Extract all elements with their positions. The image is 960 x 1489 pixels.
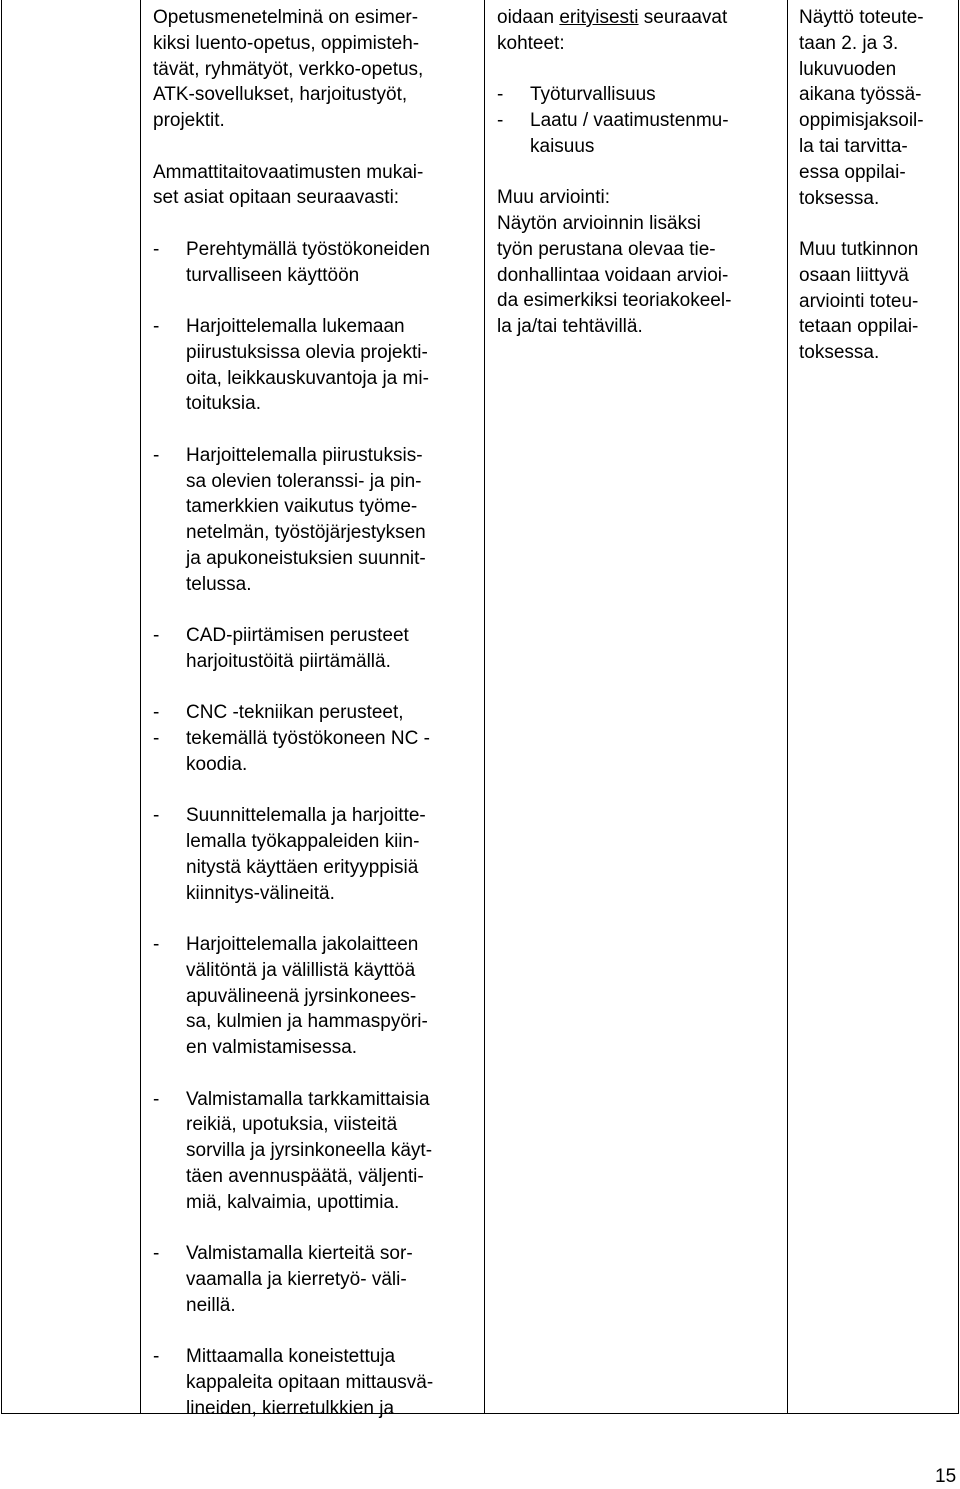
list-item [153,314,478,417]
methods-paragraph-line: Opetusmenetelminä on esimer- [153,7,419,28]
bullet-dash: - [497,84,504,106]
methods-paragraph-line: kiksi luento-opetus, oppimisteh- [153,32,420,54]
intro-text: oidaan [497,7,560,28]
list-item-line: Harjoittelemalla lukemaan [186,315,405,337]
bullet-dash: - [153,805,160,827]
demonstration-line: essa oppilai- [799,161,906,183]
list-item [153,237,478,289]
other-assessment-line: Näytön arvioinnin lisäksi [497,212,701,234]
methods-lead-line: set asiat opitaan seuraavasti: [153,187,400,209]
list-item-line: sorvilla ja jyrsinkoneella käyt- [186,1140,433,1162]
list-item-line: ja apukoneistuksien suunnit- [186,547,426,569]
bullet-dash: - [153,315,160,337]
list-item-line: lineiden, kierretulkkien ja [186,1397,395,1419]
other-assessment-heading: Muu arviointi: [497,187,610,209]
list-item [153,1087,478,1216]
list-item-line: piirustuksissa olevia projekti- [186,341,428,363]
column-divider [787,0,788,1414]
underlined-word: erityisesti [559,7,639,28]
list-item-line: telussa. [186,573,252,595]
other-assessment-line: arviointi toteu- [799,290,919,312]
other-assessment-line: la ja/tai tehtävillä. [497,316,643,338]
demonstration-line: Näyttö toteute- [799,7,924,28]
list-item-line: Mittaamalla koneistettuja [186,1346,396,1368]
bullet-dash: - [153,1088,160,1110]
intro-text: seuraavat [638,7,728,28]
bullet-dash: - [153,934,160,956]
methods-lead-line: Ammattitaitovaatimusten mukai- [153,161,424,183]
other-assessment-line: toksessa. [799,342,880,364]
list-item-line: turvalliseen käyttöön [186,264,360,286]
list-item-line: täen avennuspäätä, väljenti- [186,1166,424,1188]
list-item-line: koodia. [186,753,248,775]
list-item-line: harjoitustöitä piirtämällä. [186,650,391,672]
list-item-line: reikiä, upotuksia, viisteitä [186,1114,398,1136]
column-divider [484,0,485,1414]
bullet-dash: - [153,444,160,466]
list-item-line: kappaleita opitaan mittausvä- [186,1372,434,1393]
list-item-line: Harjoittelemalla piirustuksis- [186,444,423,466]
page-number: 15 [935,1466,957,1487]
list-item-line: miä, kalvaimia, upottimia. [186,1191,400,1213]
other-assessment-line: Muu tutkinnon [799,238,919,260]
list-item-line: CAD-piirtämisen perusteet [186,625,409,647]
list-item [153,700,478,726]
list-item-line: Suunnittelemalla ja harjoitte- [186,805,426,827]
list-item-line: sa olevien toleranssi- ja pin- [186,470,422,492]
other-assessment-line: osaan liittyvä [799,264,909,286]
bullet-dash: - [153,728,160,750]
list-item-line: Perehtymällä työstökoneiden [186,238,430,260]
list-item-line: lemalla työkappaleiden kiin- [186,831,420,853]
list-item-line: en valmistamisessa. [186,1037,358,1059]
list-item-line: vaamalla ja kierretyö- väli- [186,1269,407,1291]
list-item-line: sa, kulmien ja hammaspyöri- [186,1011,428,1033]
demonstration-cell [799,5,954,366]
list-item [153,443,478,598]
demonstration-line: toksessa. [799,187,880,209]
methods-paragraph-line: tävät, ryhmätyöt, verkko-opetus, [153,58,424,80]
bullet-dash: - [153,702,160,724]
demonstration-line: aikana työssä- [799,84,922,106]
methods-paragraph-line: ATK-sovellukset, harjoitustyöt, [153,84,408,106]
list-item-line: Harjoittelemalla jakolaitteen [186,934,419,956]
list-item [153,1241,478,1318]
assessment-intro [497,5,782,31]
methods-paragraph-line: projektit. [153,110,225,132]
list-item-line: toituksia. [186,393,261,415]
intro-text: kohteet: [497,32,565,54]
other-assessment-text [497,211,782,340]
column-divider [140,0,141,1414]
list-item-line: netelmän, työstöjärjestyksen [186,522,426,544]
list-item-line: Valmistamalla kierteitä sor- [186,1243,413,1265]
other-assessment-line: työn perustana olevaa tie- [497,238,716,260]
list-item-line: tamerkkien vaikutus työme- [186,496,418,518]
bullet-dash: - [153,1243,160,1265]
demonstration-paragraph [799,5,954,211]
list-item [153,623,478,675]
list-item-line: oita, leikkauskuvantoja ja mi- [186,367,429,389]
bullet-dash: - [153,238,160,260]
list-item [153,1344,478,1421]
other-assessment-line: donhallintaa voidaan arvioi- [497,264,729,286]
list-item-line: Valmistamalla tarkkamittaisia [186,1088,430,1110]
demonstration-line: la tai tarvitta- [799,135,908,157]
other-assessment-line: tetaan oppilai- [799,316,919,338]
bullet-dash: - [497,109,504,131]
other-assessment-line: da esimerkiksi teoriakokeel- [497,290,732,312]
list-item-line: neillä. [186,1294,236,1316]
list-item [153,803,478,906]
assessment-target-list [497,82,782,159]
demonstration-line: lukuvuoden [799,58,897,80]
list-item-line: nitystä käyttäen erityyppisiä [186,856,419,878]
assessment-targets-cell [497,5,782,340]
list-item [153,932,478,1061]
list-item [153,726,478,778]
list-item-line: kaisuus [530,135,595,157]
list-item-line: kiinnitys-välineitä. [186,882,335,904]
bullet-dash: - [153,1346,160,1368]
list-item-line: tekemällä työstökoneen NC - [186,728,430,750]
list-item-line: välitöntä ja välillistä käyttöä [186,959,416,981]
other-assessment-paragraph [799,237,954,366]
demonstration-line: taan 2. ja 3. [799,32,899,54]
list-item [497,82,782,108]
list-item-line: CNC -tekniikan perusteet, [186,702,404,724]
list-item-line: Työturvallisuus [530,84,656,106]
list-item [497,108,782,160]
bullet-dash: - [153,625,160,647]
list-item-line: apuvälineenä jyrsinkonees- [186,985,417,1007]
teaching-methods-cell [153,5,478,1422]
demonstration-line: oppimisjaksoil- [799,110,924,132]
list-item-line: Laatu / vaatimustenmu- [530,109,729,131]
